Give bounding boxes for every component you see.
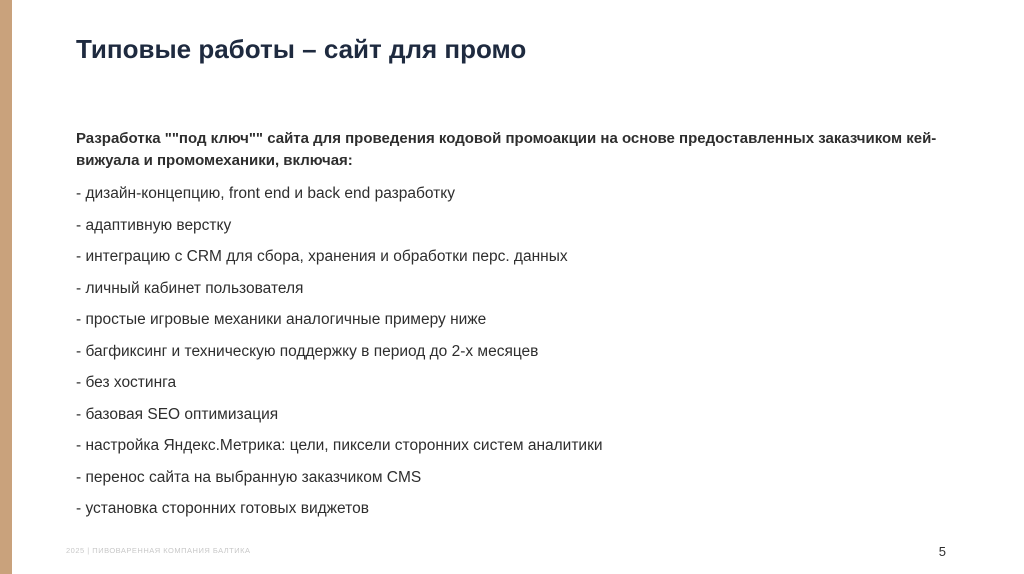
list-item: - настройка Яндекс.Метрика: цели, пиксели сторонних систем аналитики [76,437,603,454]
list-item: - установка сторонних готовых виджетов [76,500,369,517]
feature-list [76,185,946,518]
list-item: - перенос сайта на выбранную заказчиком CMS [76,468,422,486]
list-item: - личный кабинет пользователя [76,279,304,297]
footer-text: 2025 | ПИВОВАРЕННАЯ КОМПАНИЯ БАЛТИКА [66,546,251,555]
list-item: - интеграцию с CRM для сбора, хранения и обработки перс. данных [76,248,568,265]
list-item: - без хостинга [76,374,177,391]
list-item: - адаптивную верстку [76,216,232,234]
left-accent-bar [0,0,12,574]
slide-title: Типовые работы – сайт для промо [76,34,527,64]
slide-content [76,128,946,532]
page-number: 5 [938,544,946,559]
list-item: - простые игровые механики аналогичные примеру ниже [76,311,487,328]
list-item: - базовая SEO оптимизация [76,405,279,423]
list-item: - дизайн-концепцию, front end и back end разработку [76,185,455,202]
intro-paragraph: Разработка ""под ключ"" сайта для проведения кодовой промоакции на основе предоставленных заказчиком кей-вижуала и промомеханики, включая: [76,130,937,169]
list-item: - багфиксинг и техническую поддержку в период до 2-х месяцев [76,342,539,360]
